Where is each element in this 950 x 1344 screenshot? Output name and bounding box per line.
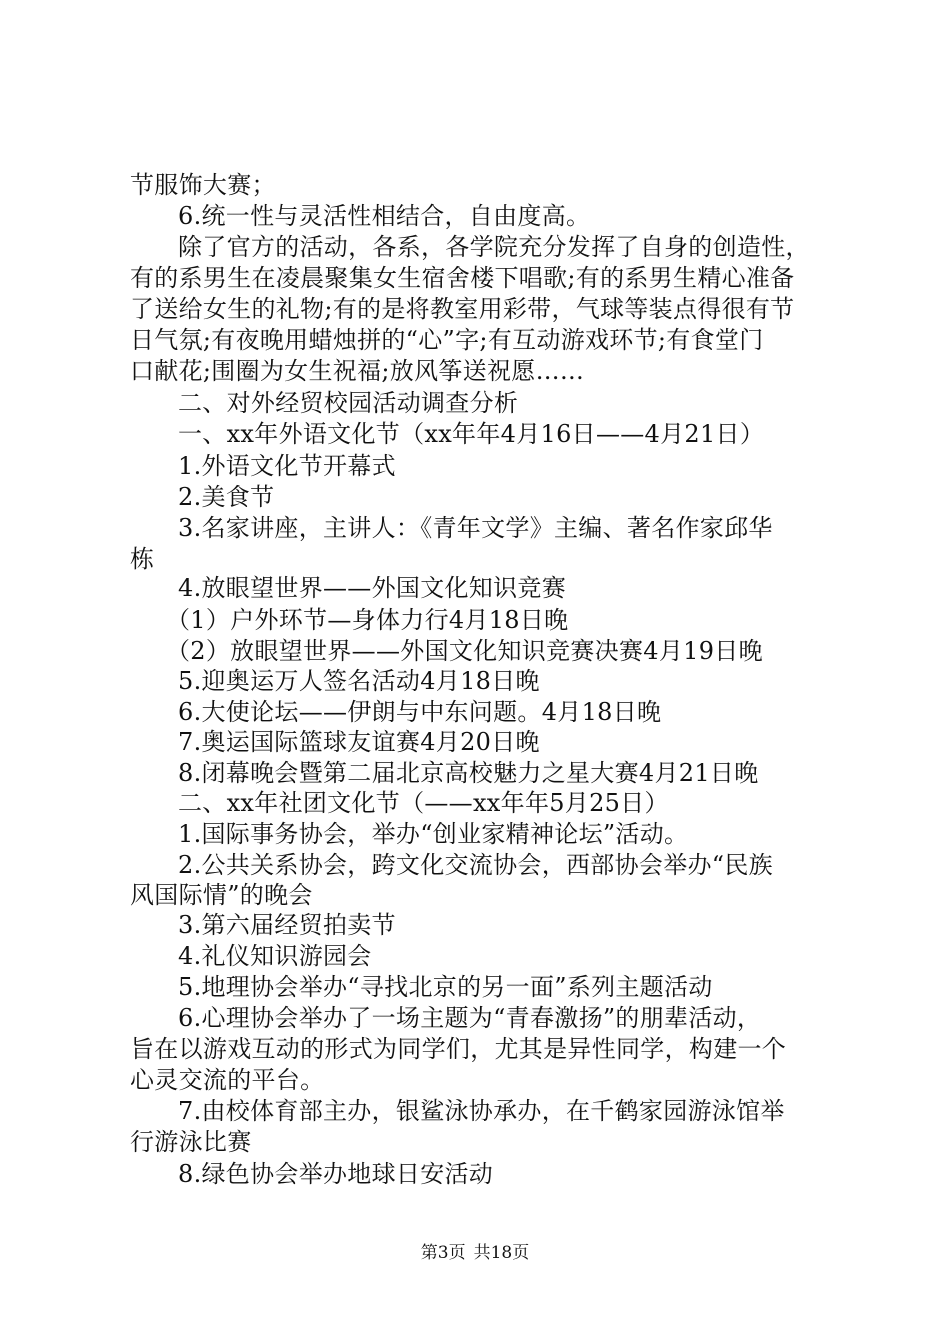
text-line: 6.统一性与灵活性相结合，自由度高。 — [178, 202, 591, 230]
text-line: 栋 — [130, 545, 155, 573]
page-total: 共18页 — [473, 1243, 530, 1263]
text-line: 日气氛;有夜晚用蜡烛拼的“心”字;有互动游戏环节;有食堂门 — [130, 326, 764, 354]
list-item: 6.大使论坛——伊朗与中东问题。4月18日晚 — [178, 698, 662, 726]
list-item: 4.放眼望世界——外国文化知识竞赛 — [178, 574, 566, 602]
list-item: 4.礼仪知识游园会 — [178, 942, 372, 970]
text-line: 行游泳比赛 — [130, 1128, 252, 1156]
list-item: 1.外语文化节开幕式 — [178, 452, 396, 480]
section-heading: 二、xx年社团文化节（——xx年年5月25日） — [178, 789, 669, 817]
text-line: 节服饰大赛； — [130, 171, 276, 199]
list-item: 2.公共关系协会，跨文化交流协会，西部协会举办“民族 — [178, 851, 773, 879]
list-item: 7.奥运国际篮球友谊赛4月20日晚 — [178, 728, 540, 756]
text-line: 有的系男生在凌晨聚集女生宿舍楼下唱歌;有的系男生精心准备 — [130, 264, 795, 292]
text-line: 除了官方的活动，各系，各学院充分发挥了自身的创造性， — [178, 233, 810, 261]
text-line: 了送给女生的礼物;有的是将教室用彩带，气球等装点得很有节 — [130, 295, 795, 323]
text-line: 旨在以游戏互动的形式为同学们，尤其是异性同学，构建一个 — [130, 1035, 787, 1063]
text-line: 口献花;围圈为女生祝福;放风筝送祝愿…… — [130, 357, 585, 385]
list-item: （2）放眼望世界——外国文化知识竞赛决赛4月19日晚 — [166, 637, 763, 665]
list-item: 5.地理协会举办“寻找北京的另一面”系列主题活动 — [178, 973, 713, 1001]
list-item: 8.闭幕晚会暨第二届北京高校魅力之星大赛4月21日晚 — [178, 759, 759, 787]
section-heading: 一、xx年外语文化节（xx年年4月16日——4月21日） — [178, 420, 765, 448]
text-line: 心灵交流的平台。 — [130, 1066, 325, 1094]
list-item: 8.绿色协会举办地球日安活动 — [178, 1160, 494, 1188]
list-item: 7.由校体育部主办，银鲨泳协承办，在千鹤家园游泳馆举 — [178, 1097, 785, 1125]
list-item: 1.国际事务协会，举办“创业家精神论坛”活动。 — [178, 820, 689, 848]
list-item: （1）户外环节—身体力行4月18日晚 — [166, 606, 569, 634]
page-number: 第3页 — [420, 1243, 466, 1263]
page-footer — [0, 1242, 950, 1264]
list-item: 3.第六届经贸拍卖节 — [178, 911, 396, 939]
list-item: 6.心理协会举办了一场主题为“青春激扬”的朋辈活动， — [178, 1004, 762, 1032]
text-line: 风国际情”的晚会 — [130, 881, 313, 909]
list-item: 2.美食节 — [178, 483, 275, 511]
list-item: 5.迎奥运万人签名活动4月18日晚 — [178, 667, 540, 695]
list-item: 3.名家讲座，主讲人：《青年文学》主编、著名作家邱华 — [178, 514, 773, 542]
section-heading: 二、对外经贸校园活动调查分析 — [178, 389, 519, 417]
